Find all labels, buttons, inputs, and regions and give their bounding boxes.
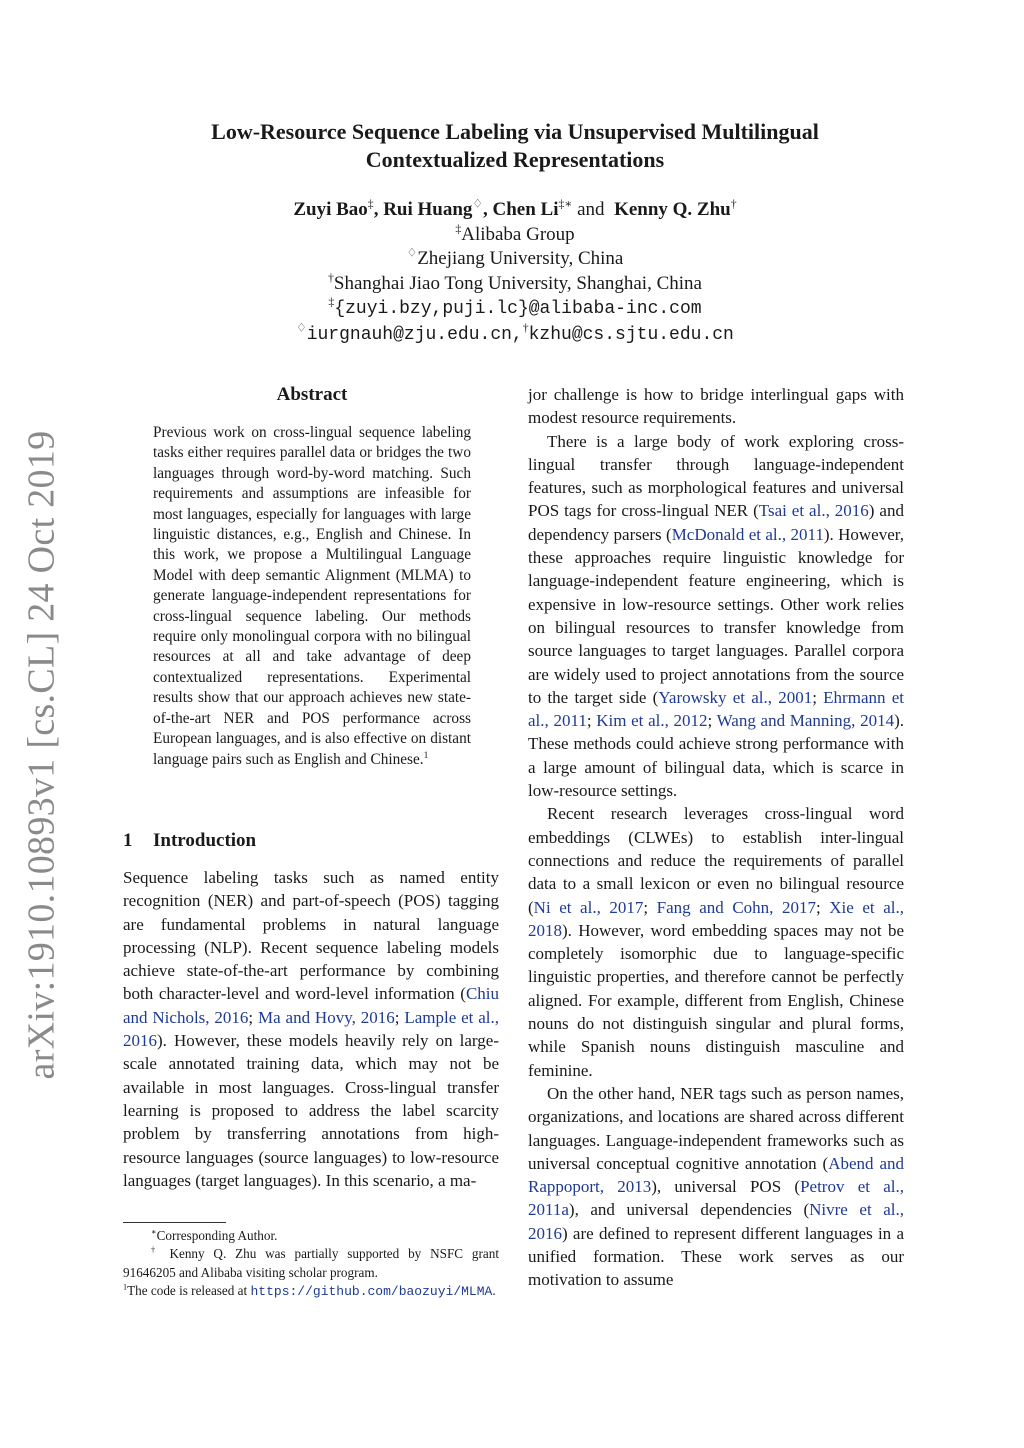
footnote: † Kenny Q. Zhu was partially supported by NSFC grant 91646205 and Alibaba visiting scholar program. (123, 1245, 500, 1280)
author-mark: ♢ (472, 197, 483, 211)
author-mark: † (730, 197, 737, 211)
abstract-text: Previous work on cross-lingual sequence labeling tasks either requires parallel data or bridges the two languages through word-by-word matching. Such requirements and assumptions are infeasible for most languages, especially for languages with large linguistic distances, e.g., English and Chinese. In this work, we propose a Multilingual Language Model with deep semantic Alignment (MLMA) to generate language-independent representations for cross-lingual sequence labeling. Our methods require only monolingual corpora with no bilingual resources at all and take advantage of deep contextualized representations. Experimental results show that our approach achieves new state-of-the-art NER and POS performance across European languages, and is also effective on distant language pairs such as English and Chinese.$^1$ (153, 424, 471, 768)
affiliation: ♢Zhejiang University, China (406, 246, 624, 269)
author-name: Zuyi Bao (293, 199, 368, 220)
citation-link[interactable]: Abend and Rappoport, 2013 (528, 1153, 905, 1197)
author-name: Kenny Q. Zhu (614, 199, 731, 220)
paragraph: Recent research leverages cross-lingual word embeddings (CLWEs) to establish inter-lingual connections and reduce the requirements of parallel data to a small lexicon or even no bilingual resource (Ni et al., 2017; Fang and Cohn, 2017; Xie et al., 2018). However, word embedding spaces may not be completely isomorphic due to language-specific linguistic properties, and therefore cannot be perfectly aligned. For example, different from English, Chinese nouns do not distinguish singular and plural forms, while Spanish nouns distinguish masculine and feminine. (528, 804, 904, 1080)
author-block (140, 198, 890, 347)
citation-link[interactable]: Ni et al., 2017 (533, 897, 644, 917)
citation-link[interactable]: Fang and Cohn, 2017 (656, 897, 816, 917)
citation-link[interactable]: Yarowsky et al., 2001 (658, 687, 813, 707)
section-heading-introduction (123, 830, 256, 852)
code-url-link[interactable]: https://github.com/baozuyi/MLMA (250, 1283, 493, 1299)
email-line: ♢iurgnauh@zju.edu.cn,†kzhu@cs.sjtu.edu.cn (296, 321, 734, 345)
paragraph: Sequence labeling tasks such as named entity recognition (NER) and part-of-speech (POS) tagging are fundamental problems in natural language processing (NLP). Recent sequence labeling models achieve state-of-the-art performance by combining both character-level and word-level information (Chiu and Nichols, 2016; Ma and Hovy, 2016; Lample et al., 2016). However, these models heavily rely on large-scale annotated training data, which may not be available in most languages. Cross-lingual transfer learning is proposed to address the label scarcity problem by transferring annotations from high-resource languages (source languages) to low-resource languages (target languages). In this scenario, a ma- (123, 868, 499, 1190)
citation-link[interactable]: Wang and Manning, 2014 (716, 711, 895, 731)
section-number: 1 (123, 830, 133, 851)
footnote-ref[interactable]: 1 (423, 750, 429, 761)
citation-link[interactable]: Petrov et al., 2011a (528, 1177, 904, 1220)
author-and: and (577, 199, 605, 220)
title-line-1: Low-Resource Sequence Labeling via Unsupervised Multilingual (211, 119, 819, 144)
affiliation: ‡Alibaba Group (455, 222, 575, 245)
footnotes (123, 1227, 499, 1301)
citation-link[interactable]: Lample et al., 2016 (123, 1007, 499, 1051)
citation-link[interactable]: Xie et al., 2018 (528, 897, 904, 940)
author-names: Zuyi Bao‡, Rui Huang♢, Chen Li‡∗ and Kenny Q. Zhu† (293, 197, 737, 220)
footnote-divider (123, 1222, 226, 1223)
paragraph: jor challenge is how to bridge interlingual gaps with modest resource requirements. (528, 385, 904, 428)
citation-link[interactable]: Tsai et al., 2016 (758, 501, 869, 521)
author-mark: ‡∗ (558, 197, 573, 211)
citation-link[interactable]: Kim et al., 2012 (596, 711, 708, 731)
arxiv-identifier-stamp (12, 430, 70, 1080)
paper-title (140, 118, 890, 174)
citation-link[interactable]: McDonald et al., 2011 (671, 524, 824, 544)
paragraph: There is a large body of work exploring cross-lingual transfer through language-independent features, such as morphological features and universal POS tags for cross-lingual NER (Tsai et al., 2016) and dependency parsers (McDonald et al., 2011). However, these approaches require linguistic knowledge for language-independent feature engineering, which is expensive in low-resource settings. Other work relies on bilingual resources to transfer knowledge from source languages to target languages. Parallel corpora are widely used to project annotations from the source to the target side (Yarowsky et al., 2001; Ehrmann et al., 2011; Kim et al., 2012; Wang and Manning, 2014). These methods could achieve strong performance with a large amount of bilingual data, which is scarce in low-resource settings. (528, 431, 904, 801)
footnote: $^1$The code is released at https://github.com/baozuyi/MLMA. (123, 1282, 496, 1299)
email-address[interactable]: kzhu@cs.sjtu.edu.cn (528, 324, 734, 345)
paragraph: On the other hand, NER tags such as person names, organizations, and locations are shared across different languages. Language-independent frameworks such as universal conceptual cognitive annotation (Abend and Rappoport, 2013), universal POS (Petrov et al., 2011a), and universal dependencies (Nivre et al., 2016) are defined to represent different languages in a unified formation. These work serves as our motivation to assume (528, 1083, 905, 1290)
section-title: Introduction (153, 830, 257, 851)
affiliation: †Shanghai Jiao Tong University, Shanghai, China (328, 271, 702, 294)
author-mark: ‡ (367, 197, 374, 211)
citation-link[interactable]: Ma and Hovy, 2016 (258, 1007, 395, 1027)
abstract-heading: Abstract (276, 384, 348, 405)
email-address[interactable]: iurgnauh@zju.edu.cn, (306, 324, 523, 345)
citation-link[interactable]: Ehrmann et al., 2011 (528, 687, 904, 731)
arxiv-id-text: arXiv:1910.10893v1 [cs.CL] 24 Oct 2019 (20, 430, 62, 1080)
footnote: ∗Corresponding Author. (151, 1227, 278, 1243)
author-name: Chen Li (492, 199, 559, 220)
right-column-body (528, 383, 904, 1292)
author-name: Rui Huang (383, 199, 473, 220)
left-column-body (123, 866, 499, 1192)
email-address[interactable]: {zuyi.bzy,puji.lc}@alibaba-inc.com (334, 299, 702, 319)
email-line: ‡{zuyi.bzy,puji.lc}@alibaba-inc.com (328, 295, 702, 319)
citation-link[interactable]: Nivre et al., 2016 (528, 1200, 904, 1243)
citation-link[interactable]: Chiu and Nichols, 2016 (123, 984, 499, 1027)
title-line-2: Contextualized Representations (365, 147, 665, 172)
